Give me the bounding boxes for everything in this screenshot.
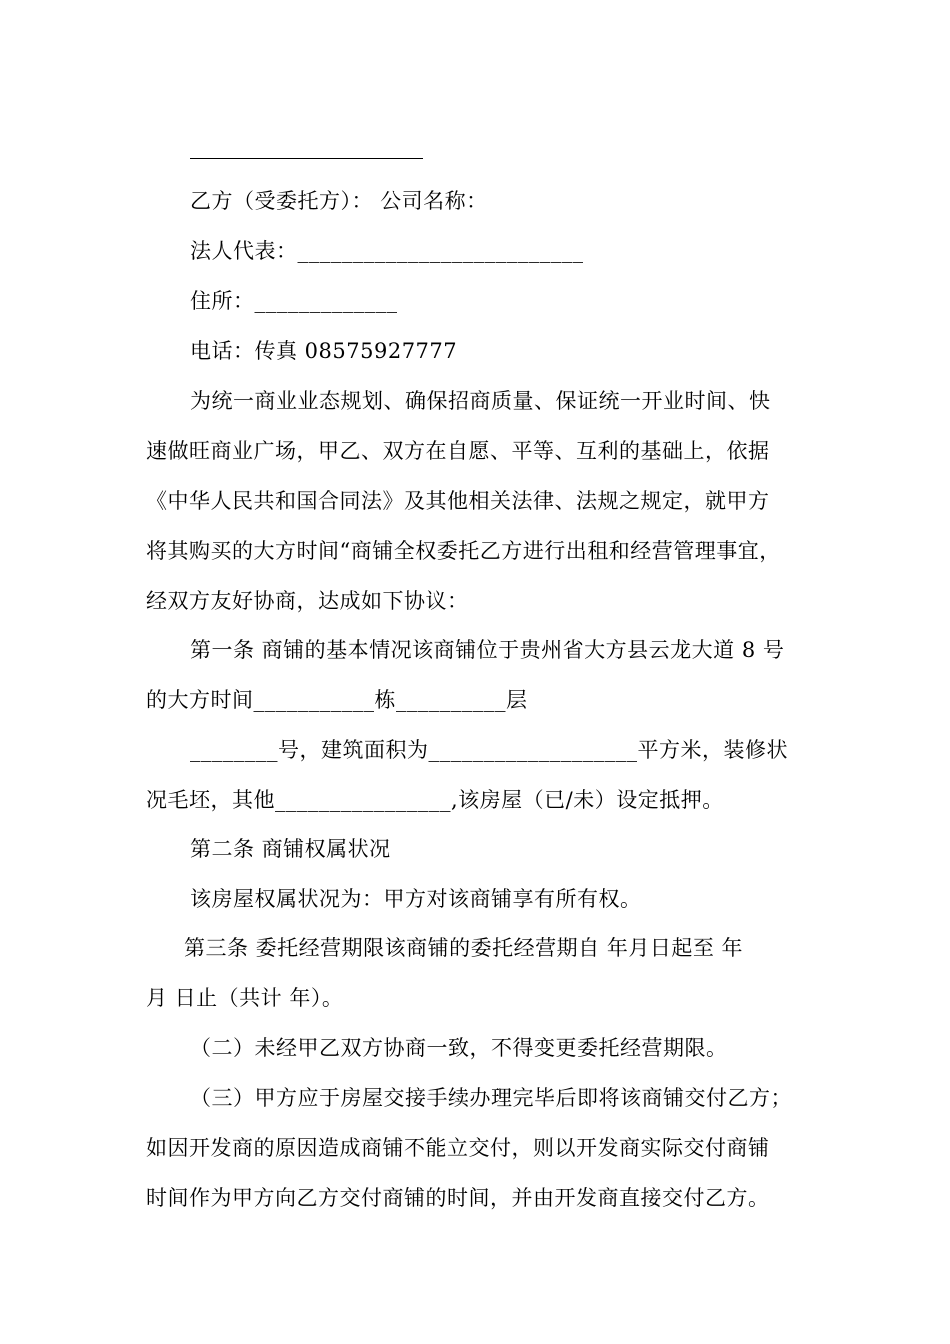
article-1-line: 第一条 商铺的基本情况该商铺位于贵州省大方县云龙大道 8 号 bbox=[190, 638, 785, 662]
legal-representative-line: 法人代表：__________________________ bbox=[190, 239, 584, 263]
item-3-line: （三）甲方应于房屋交接手续办理完毕后即将该商铺交付乙方； bbox=[190, 1086, 792, 1110]
intro-paragraph-line: 为统一商业业态规划、确保招商质量、保证统一开业时间、快 bbox=[190, 389, 771, 413]
intro-paragraph-line: 《中华人民共和国合同法》及其他相关法律、法规之规定，就甲方 bbox=[146, 489, 770, 513]
party-b-line: 乙方（受委托方）： 公司名称： bbox=[190, 189, 488, 213]
intro-paragraph-line: 速做旺商业广场，甲乙、双方在自愿、平等、互利的基础上，依据 bbox=[146, 439, 770, 463]
article-1-line: 的大方时间___________栋__________层 bbox=[146, 688, 528, 712]
address-line: 住所：_____________ bbox=[190, 289, 398, 313]
phone-line: 电话：传真 08575927777 bbox=[190, 339, 458, 363]
signature-line bbox=[190, 158, 423, 159]
item-3-line: 如因开发商的原因造成商铺不能立交付，则以开发商实际交付商铺 bbox=[146, 1136, 770, 1160]
item-3-line: 时间作为甲方向乙方交付商铺的时间，并由开发商直接交付乙方。 bbox=[146, 1186, 770, 1210]
item-2-line: （二）未经甲乙双方协商一致，不得变更委托经营期限。 bbox=[190, 1036, 728, 1060]
article-1-line: 况毛坯，其他________________,该房屋（已/未）设定抵押。 bbox=[146, 788, 724, 812]
article-3-line: 月 日止（共计 年）。 bbox=[146, 986, 344, 1010]
article-3-line: 第三条 委托经营期限该商铺的委托经营期自 年月日起至 年 bbox=[184, 936, 744, 960]
article-1-line: ________号，建筑面积为___________________平方米，装修状 bbox=[190, 738, 788, 762]
article-2-title: 第二条 商铺权属状况 bbox=[190, 837, 391, 861]
intro-paragraph-line: 经双方友好协商，达成如下协议： bbox=[146, 589, 469, 613]
article-2-body: 该房屋权属状况为：甲方对该商铺享有所有权。 bbox=[190, 887, 642, 911]
intro-paragraph-line: 将其购买的大方时间“商铺全权委托乙方进行出租和经营管理事宜， bbox=[146, 539, 781, 563]
